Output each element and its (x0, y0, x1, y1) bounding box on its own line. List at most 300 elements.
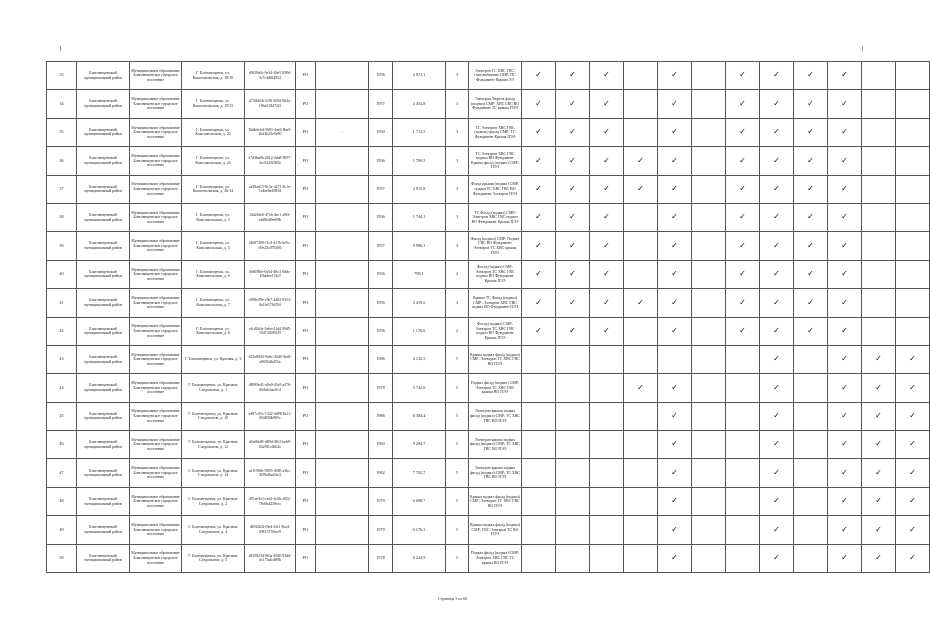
check-mark: ✓ (556, 118, 590, 146)
works-cell: ТС Фасад (подвал) СМР; Электрон ХВС ГВС подвал ВО Фундамент Крыша ПЭЭ (469, 203, 522, 231)
table-row (47, 516, 930, 544)
year-cell: 1956 (369, 62, 393, 90)
year-cell: 1956 (369, 317, 393, 345)
floors-cell: 2 (446, 317, 469, 345)
blank-cell (316, 90, 369, 118)
address-cell: Г. Благовещенск, ул. Красных Следопытов, д. 12 (182, 431, 245, 459)
municipality-cell: Благовещенский муниципальный район (77, 90, 130, 118)
check-mark: ✓ (726, 62, 760, 90)
floors-cell: 3 (446, 289, 469, 317)
check-mark: ✓ (828, 317, 862, 345)
check-mark: ✓ (726, 317, 760, 345)
check-mark: ✓ (862, 345, 896, 373)
works-cell: Фасад крыши (подвал) СМР; подвал ТС ХВС ГВС ВО Фундамент Электрон ПЭЭ (469, 175, 522, 203)
area-cell: 2 015,8 (393, 175, 446, 203)
row-number: 33 (47, 62, 77, 90)
ownership-cell: РО (296, 374, 316, 402)
table-row (47, 175, 930, 203)
row-number: 45 (47, 402, 77, 430)
empty-cell (692, 345, 726, 373)
works-cell: Фасад (подвал) СМР; Подвал ГВС ВО Фундамент Электрон ТС ХВС крыша ПЭЭ (469, 232, 522, 260)
empty-cell (624, 317, 658, 345)
blank-cell (316, 544, 369, 572)
table-row (47, 260, 930, 288)
blank-cell (316, 203, 369, 231)
check-mark: ✓ (760, 175, 794, 203)
check-mark: ✓ (726, 90, 760, 118)
address-cell: Г. Благовещенск, ул. Красных Следопытов, д. 2 (182, 487, 245, 515)
empty-cell (624, 232, 658, 260)
municipality-cell: Благовещенский муниципальный район (77, 147, 130, 175)
check-mark: ✓ (896, 459, 930, 487)
ownership-cell: РО (296, 232, 316, 260)
check-mark: ✓ (828, 289, 862, 317)
empty-cell (590, 402, 624, 430)
empty-cell (522, 431, 556, 459)
empty-cell (624, 544, 658, 572)
check-mark: ✓ (896, 431, 930, 459)
floors-cell: 5 (446, 345, 469, 373)
floors-cell: 5 (446, 544, 469, 572)
empty-cell (624, 459, 658, 487)
check-mark: ✓ (556, 203, 590, 231)
check-mark: ✓ (794, 147, 828, 175)
row-number: 42 (47, 317, 77, 345)
empty-cell (692, 203, 726, 231)
check-mark: ✓ (862, 487, 896, 515)
empty-cell (522, 459, 556, 487)
municipality-cell: Благовещенский муниципальный район (77, 175, 130, 203)
check-mark: ✓ (624, 289, 658, 317)
check-mark: ✓ (760, 431, 794, 459)
check-mark: ✓ (658, 62, 692, 90)
empty-cell (794, 402, 828, 430)
table-row (47, 317, 930, 345)
blank-cell (316, 260, 369, 288)
check-mark: ✓ (828, 147, 862, 175)
municipality-cell: Благовещенский муниципальный район (77, 203, 130, 231)
check-mark: ✓ (760, 317, 794, 345)
empty-cell (692, 289, 726, 317)
check-mark: ✓ (590, 203, 624, 231)
empty-cell (658, 345, 692, 373)
check-mark: ✓ (590, 118, 624, 146)
municipality-cell: Благовещенский муниципальный район (77, 317, 130, 345)
empty-cell (896, 175, 930, 203)
works-cell: Электрон Лифтов фасад (подвал) СМР; ХВС ГВС ВО Фундамент ТС крыша ПЭЭ (469, 90, 522, 118)
empty-cell (896, 317, 930, 345)
blank-cell (316, 374, 369, 402)
housing-register-table (46, 61, 930, 573)
check-mark: ✓ (828, 487, 862, 515)
check-mark: ✓ (828, 459, 862, 487)
fias-code-cell: d8983e41-a8e0-43c9 a476-f0ebdcbac614 (245, 374, 296, 402)
check-mark: ✓ (828, 62, 862, 90)
address-cell: Г. Благовещенск, ул. Красных Следопытов, д. 14 (182, 459, 245, 487)
empty-cell (726, 544, 760, 572)
blank-cell (316, 487, 369, 515)
empty-cell (862, 260, 896, 288)
check-mark: ✓ (760, 203, 794, 231)
empty-cell (896, 118, 930, 146)
check-mark: ✓ (590, 147, 624, 175)
area-cell: 798,1 (393, 260, 446, 288)
fias-code-cell: c996e39e-c9e7-4463 9352-0a1fe176459f (245, 289, 296, 317)
table-row (47, 203, 930, 231)
works-cell: Фасад (подвал) СМР; Электрон ТС ХВС ГВС подвал ВО Фундамент Крыша ПЭЭ (469, 260, 522, 288)
municipal-formation-cell: Муниципальное образование Благовещенское городское поселение (130, 544, 182, 572)
floors-cell: 3 (446, 232, 469, 260)
fias-code-cell: e7d3ba0b-2612-4da8 9657-3cc9245f385e (245, 147, 296, 175)
empty-cell (862, 203, 896, 231)
row-number: 35 (47, 118, 77, 146)
municipality-cell: Благовещенский муниципальный район (77, 374, 130, 402)
empty-cell (794, 431, 828, 459)
blank-cell (316, 345, 369, 373)
area-cell: 9 996,3 (393, 232, 446, 260)
empty-cell (862, 175, 896, 203)
check-mark: ✓ (828, 374, 862, 402)
floors-cell: 5 (446, 459, 469, 487)
works-cell: Крыша подвал фасад (подвал) СМР; ГВС Электрон ТС ВО ПЭЭ (469, 516, 522, 544)
empty-cell (692, 232, 726, 260)
check-mark: ✓ (896, 487, 930, 515)
row-number: 38 (47, 203, 77, 231)
empty-cell (624, 260, 658, 288)
check-mark: ✓ (760, 62, 794, 90)
year-cell: 1957 (369, 90, 393, 118)
table-row (47, 544, 930, 572)
check-mark: ✓ (794, 317, 828, 345)
empty-cell (624, 345, 658, 373)
fias-code-cell: d51ee3e1-cee2-4c0b a922-78c6b4239ecc (245, 487, 296, 515)
empty-cell (624, 62, 658, 90)
fias-code-cell: fb6039fe-0a54-48c3 9ddc-1f6a4ee1f3c0 (245, 260, 296, 288)
ownership-cell: РО (296, 260, 316, 288)
row-number: 49 (47, 516, 77, 544)
empty-cell (794, 345, 828, 373)
check-mark: ✓ (726, 147, 760, 175)
check-mark: ✓ (828, 544, 862, 572)
check-mark: ✓ (590, 175, 624, 203)
table-row (47, 62, 930, 90)
check-mark: ✓ (556, 289, 590, 317)
empty-cell (726, 487, 760, 515)
works-cell: Электрон крыша подвал фасад (подвал) СМР; ТС ХВС ГВС ВО ПЭЭ (469, 459, 522, 487)
empty-cell (590, 374, 624, 402)
municipal-formation-cell: Муниципальное образование Благовещенское городское поселение (130, 232, 182, 260)
check-mark: ✓ (726, 203, 760, 231)
empty-cell (692, 118, 726, 146)
empty-cell (726, 402, 760, 430)
check-mark: ✓ (590, 260, 624, 288)
ownership-cell: РО (296, 487, 316, 515)
row-number: 36 (47, 147, 77, 175)
works-cell: Крыша подвал фасад (подвал) СМР; Электрон ТС ХВС ГВС ВО ПЭЭ (469, 345, 522, 373)
row-number: 41 (47, 289, 77, 317)
ownership-cell: РО (296, 90, 316, 118)
empty-cell (692, 544, 726, 572)
check-mark: ✓ (828, 90, 862, 118)
fias-code-cell: a835825d-9f0a-4920 93dd-4c17fa4cd89b (245, 544, 296, 572)
check-mark: ✓ (760, 516, 794, 544)
fias-code-cell: d2ef6b48-d89d-48c3 be69-0429f1c6b62c (245, 431, 296, 459)
works-cell: ТС Электрон ХВС ГВС подвал ВО Фундамент Крыша фасад (подвал) СМР; ПЭЭ (469, 147, 522, 175)
check-mark: ✓ (658, 487, 692, 515)
check-mark: ✓ (522, 232, 556, 260)
check-mark: ✓ (828, 175, 862, 203)
year-cell: 1986 (369, 345, 393, 373)
check-mark: ✓ (658, 175, 692, 203)
floors-cell: 5 (446, 516, 469, 544)
empty-cell (590, 487, 624, 515)
fias-code-cell: 3b6bdc6d-5681-4ee0 8be5-2b23b25e9e90 (245, 118, 296, 146)
municipality-cell: Благовещенский муниципальный район (77, 544, 130, 572)
check-mark: ✓ (522, 62, 556, 90)
check-mark: ✓ (726, 289, 760, 317)
floors-cell: 3 (446, 62, 469, 90)
municipality-cell: Благовещенский муниципальный район (77, 62, 130, 90)
municipal-formation-cell: Муниципальное образование Благовещенское городское поселение (130, 317, 182, 345)
empty-cell (692, 317, 726, 345)
empty-cell (692, 260, 726, 288)
empty-cell (692, 175, 726, 203)
empty-cell (794, 459, 828, 487)
municipal-formation-cell: Муниципальное образование Благовещенское городское поселение (130, 402, 182, 430)
table-row (47, 374, 930, 402)
check-mark: ✓ (760, 345, 794, 373)
empty-cell (692, 374, 726, 402)
check-mark: ✓ (522, 317, 556, 345)
address-cell: Г. Благовещенск, ул. Комсомольская, д. 7 (182, 289, 245, 317)
table-row (47, 487, 930, 515)
address-cell: Г. Благовещенск, ул. Красных Следопытов, д. 4 (182, 516, 245, 544)
check-mark: ✓ (522, 260, 556, 288)
check-mark: ✓ (828, 232, 862, 260)
municipal-formation-cell: Муниципальное образование Благовещенское городское поселение (130, 289, 182, 317)
empty-cell (692, 62, 726, 90)
check-mark: ✓ (658, 431, 692, 459)
empty-cell (522, 402, 556, 430)
check-mark: ✓ (624, 147, 658, 175)
area-cell: 7 792,7 (393, 459, 446, 487)
area-cell: 6 008,7 (393, 487, 446, 515)
works-cell: Подвал фасад (подвал) СМР; Электрон ТС ХВС ГВС крыша ВО ПЭЭ (469, 374, 522, 402)
empty-cell (590, 459, 624, 487)
address-cell: Г. Благовещенск, ул. Комсомольская, д. 19/13 (182, 90, 245, 118)
table-row (47, 118, 930, 146)
empty-cell (522, 544, 556, 572)
check-mark: ✓ (658, 289, 692, 317)
empty-cell (726, 374, 760, 402)
check-mark: ✓ (522, 118, 556, 146)
row-number: 50 (47, 544, 77, 572)
address-cell: Г. Благовещенск, ул. Комсомольская, д. 8 (182, 317, 245, 345)
check-mark: ✓ (896, 544, 930, 572)
blank-cell (316, 516, 369, 544)
municipal-formation-cell: Муниципальное образование Благовещенское городское поселение (130, 147, 182, 175)
works-cell: Электрон крыша подвал фасад (подвал) СМР; ТС ХВС ГВС ВО ПЭЭ (469, 431, 522, 459)
fias-code-cell: d12e80d3-9a6c-43d9 9ea8-a0656d6d55a (245, 345, 296, 373)
year-cell: 1956 (369, 289, 393, 317)
empty-cell (692, 147, 726, 175)
check-mark: ✓ (556, 147, 590, 175)
empty-cell (862, 289, 896, 317)
table-row (47, 459, 930, 487)
ownership-cell: РО (296, 317, 316, 345)
ownership-cell: РО (296, 147, 316, 175)
blank-cell (316, 459, 369, 487)
check-mark: ✓ (726, 232, 760, 260)
empty-cell (590, 431, 624, 459)
check-mark: ✓ (624, 175, 658, 203)
table-row (47, 147, 930, 175)
empty-cell (896, 147, 930, 175)
check-mark: ✓ (590, 289, 624, 317)
floors-cell: 5 (446, 487, 469, 515)
check-mark: ✓ (522, 90, 556, 118)
check-mark: ✓ (862, 374, 896, 402)
fias-code-cell: 2bf2f4e6-47cb-4ec1 a9f3-e4d8e40ee09b (245, 203, 296, 231)
municipal-formation-cell: Муниципальное образование Благовещенское городское поселение (130, 203, 182, 231)
works-cell: Электрон ТС ХВС ГВС, газоснабжение СМР; ПС Фундамент Крыша ЭЭ (469, 62, 522, 90)
municipal-formation-cell: Муниципальное образование Благовещенское городское поселение (130, 118, 182, 146)
table-row (47, 431, 930, 459)
check-mark: ✓ (828, 118, 862, 146)
ownership-cell: РО (296, 175, 316, 203)
year-cell: 1984 (369, 431, 393, 459)
check-mark: ✓ (896, 345, 930, 373)
row-number: 34 (47, 90, 77, 118)
empty-cell (522, 516, 556, 544)
blank-cell (316, 289, 369, 317)
check-mark: ✓ (760, 459, 794, 487)
check-mark: ✓ (658, 147, 692, 175)
floors-cell: 2 (446, 260, 469, 288)
year-cell: 1982 (369, 459, 393, 487)
check-mark: ✓ (658, 459, 692, 487)
address-cell: Г. Благовещенск, ул. Красных Следопытов, д. 5 (182, 544, 245, 572)
check-mark: ✓ (658, 118, 692, 146)
page-footer: Страница 3 из 60 (437, 596, 468, 601)
empty-cell (624, 203, 658, 231)
check-mark: ✓ (896, 402, 930, 430)
check-mark: ✓ (522, 289, 556, 317)
floors-cell: 5 (446, 374, 469, 402)
works-cell: Фасад (подвал) СМР; Электрон ТС ХВС ГВС подвал ВО Фундамент Крыша ПЭЭ (469, 317, 522, 345)
check-mark: ✓ (862, 516, 896, 544)
address-cell: Г. Благовещенск, ул. Комсомольская, д. 20 (182, 118, 245, 146)
empty-cell (556, 544, 590, 572)
check-mark: ✓ (726, 260, 760, 288)
check-mark: ✓ (862, 459, 896, 487)
empty-cell (896, 260, 930, 288)
ownership-cell: РО (296, 431, 316, 459)
check-mark: ✓ (556, 232, 590, 260)
works-cell: ТС Электрон ХВС ГВС (цоколь) фасад СМР; ТС Фундамент Крыша ПЭЭ (469, 118, 522, 146)
floors-cell: 3 (446, 203, 469, 231)
area-cell: 5 742,6 (393, 374, 446, 402)
year-cell: 1956 (369, 260, 393, 288)
empty-cell (726, 459, 760, 487)
municipality-cell: Благовещенский муниципальный район (77, 487, 130, 515)
check-mark: ✓ (760, 374, 794, 402)
check-mark: ✓ (828, 345, 862, 373)
year-cell: 1956 (369, 203, 393, 231)
floors-cell: 5 (446, 431, 469, 459)
ownership-cell: РО (296, 402, 316, 430)
area-cell: 6 176,3 (393, 516, 446, 544)
table-row (47, 402, 930, 430)
empty-cell (896, 232, 930, 260)
empty-cell (896, 90, 930, 118)
area-cell: 1 700,5 (393, 147, 446, 175)
empty-cell (862, 232, 896, 260)
check-mark: ✓ (828, 516, 862, 544)
area-cell: 4 132,5 (393, 345, 446, 373)
empty-cell (556, 402, 590, 430)
municipality-cell: Благовещенский муниципальный район (77, 516, 130, 544)
check-mark: ✓ (828, 203, 862, 231)
sheet-crop-mark (862, 46, 863, 51)
register-body (47, 62, 930, 573)
check-mark: ✓ (862, 431, 896, 459)
year-cell: 1956 (369, 147, 393, 175)
blank-cell (316, 431, 369, 459)
area-cell: 2 071,1 (393, 62, 446, 90)
check-mark: ✓ (760, 289, 794, 317)
address-cell: Г. Благовещенск, ул. Красных Следопытов, д. 1 (182, 374, 245, 402)
fias-code-cell: ed97c05c-1332-4d98 8a11-f0f4836b905c (245, 402, 296, 430)
floors-cell: 3 (446, 118, 469, 146)
empty-cell (624, 90, 658, 118)
check-mark: ✓ (794, 289, 828, 317)
floors-cell: 5 (446, 402, 469, 430)
check-mark: ✓ (794, 118, 828, 146)
sheet-crop-mark (60, 46, 61, 51)
empty-cell (522, 374, 556, 402)
check-mark: ✓ (624, 374, 658, 402)
area-cell: 6 224,9 (393, 544, 446, 572)
check-mark: ✓ (828, 402, 862, 430)
municipal-formation-cell: Муниципальное образование Благовещенское городское поселение (130, 345, 182, 373)
municipality-cell: Благовещенский муниципальный район (77, 232, 130, 260)
check-mark: ✓ (760, 487, 794, 515)
table-row (47, 345, 930, 373)
address-cell: Г. Благовещенск, ул. Красных Следопытов, д. 10 (182, 402, 245, 430)
blank-cell: - (316, 118, 369, 146)
empty-cell (624, 487, 658, 515)
check-mark: ✓ (828, 260, 862, 288)
row-number: 43 (47, 345, 77, 373)
empty-cell (624, 118, 658, 146)
check-mark: ✓ (658, 260, 692, 288)
works-cell: Крыша ТС Фасад (подвал) СМР; Электрон ХВС ГВС подвал ВО Фундамент ПЭЭ (469, 289, 522, 317)
check-mark: ✓ (658, 544, 692, 572)
table-row (47, 289, 930, 317)
check-mark: ✓ (590, 90, 624, 118)
address-cell: Г. Благовещенск, ул. Комсомольская, д. 5 (182, 232, 245, 260)
row-number: 44 (47, 374, 77, 402)
check-mark: ✓ (794, 260, 828, 288)
ownership-cell: РО (296, 203, 316, 231)
blank-cell (316, 62, 369, 90)
fias-code-cell: efcd2b3e-3ebe-41d4 99d5-1047430f5f35 (245, 317, 296, 345)
fias-code-cell: f4607269-f1c3-417b be9c-d9e23c07b356 (245, 232, 296, 260)
municipal-formation-cell: Муниципальное образование Благовещенское городское поселение (130, 516, 182, 544)
table-row (47, 90, 930, 118)
year-cell: 1957 (369, 175, 393, 203)
